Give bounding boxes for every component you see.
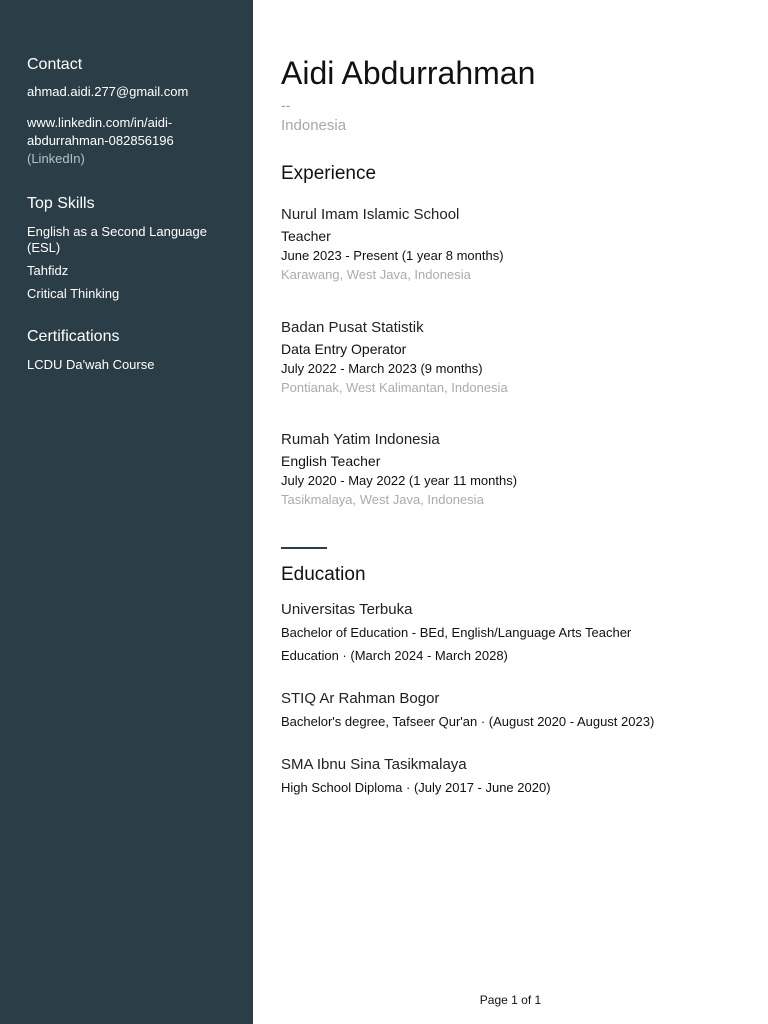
certification-item: LCDU Da'wah Course (27, 357, 155, 372)
profile-location: Indonesia (281, 117, 347, 134)
experience-entry (281, 319, 751, 396)
experience-entry (281, 431, 751, 508)
degree-line: Bachelor of Education - BEd, English/Language Arts Teacher (281, 625, 632, 640)
certifications-heading: Certifications (27, 328, 120, 345)
job-location: Pontianak, West Kalimantan, Indonesia (281, 380, 508, 395)
job-title: Data Entry Operator (281, 341, 407, 357)
education-entry (281, 601, 751, 667)
job-dates: June 2023 - Present (1 year 8 months) (281, 248, 504, 263)
profile-headline: -- (281, 97, 291, 113)
skill-item: Tahfidz (27, 263, 69, 278)
certifications-section (27, 327, 232, 380)
page-footer (0, 993, 768, 1007)
skill-item: English as a Second Language (ESL) (27, 224, 207, 255)
job-dates: July 2022 - March 2023 (9 months) (281, 361, 483, 376)
school-name: SMA Ibnu Sina Tasikmalaya (281, 756, 467, 773)
page-number: Page 1 of 1 (479, 993, 542, 1007)
skills-section (27, 194, 232, 309)
job-location: Tasikmalaya, West Java, Indonesia (281, 492, 484, 507)
company-name: Nurul Imam Islamic School (281, 206, 460, 223)
job-title: English Teacher (281, 453, 381, 469)
school-name: STIQ Ar Rahman Bogor (281, 690, 440, 707)
skill-item: Critical Thinking (27, 286, 120, 301)
degree-line: Education · (March 2024 - March 2028) (281, 648, 508, 663)
school-name: Universitas Terbuka (281, 601, 413, 618)
experience-heading: Experience (281, 163, 377, 184)
company-name: Rumah Yatim Indonesia (281, 431, 440, 448)
contact-heading: Contact (27, 56, 83, 73)
degree-line: High School Diploma · (July 2017 - June 2020) (281, 780, 551, 795)
degree-line: Bachelor's degree, Tafseer Qur'an · (August 2020 - August 2023) (281, 714, 655, 729)
skills-heading: Top Skills (27, 195, 95, 212)
section-divider (281, 547, 327, 549)
job-location: Karawang, West Java, Indonesia (281, 267, 471, 282)
linkedin-url-line1[interactable]: www.linkedin.com/in/aidi- (27, 115, 173, 130)
education-entry (281, 690, 751, 733)
education-heading: Education (281, 564, 366, 585)
linkedin-label: (LinkedIn) (27, 151, 85, 166)
job-dates: July 2020 - May 2022 (1 year 11 months) (281, 473, 518, 488)
email-link[interactable]: ahmad.aidi.277@gmail.com (27, 84, 189, 99)
linkedin-link[interactable] (27, 115, 232, 167)
linkedin-url-line2[interactable]: abdurrahman-082856196 (27, 133, 174, 148)
sidebar (0, 0, 253, 1024)
company-name: Badan Pusat Statistik (281, 319, 424, 336)
job-title: Teacher (281, 228, 331, 244)
education-entry (281, 756, 751, 799)
profile-name: Aidi Abdurrahman (281, 55, 536, 91)
contact-section (27, 55, 232, 167)
experience-entry (281, 206, 751, 283)
